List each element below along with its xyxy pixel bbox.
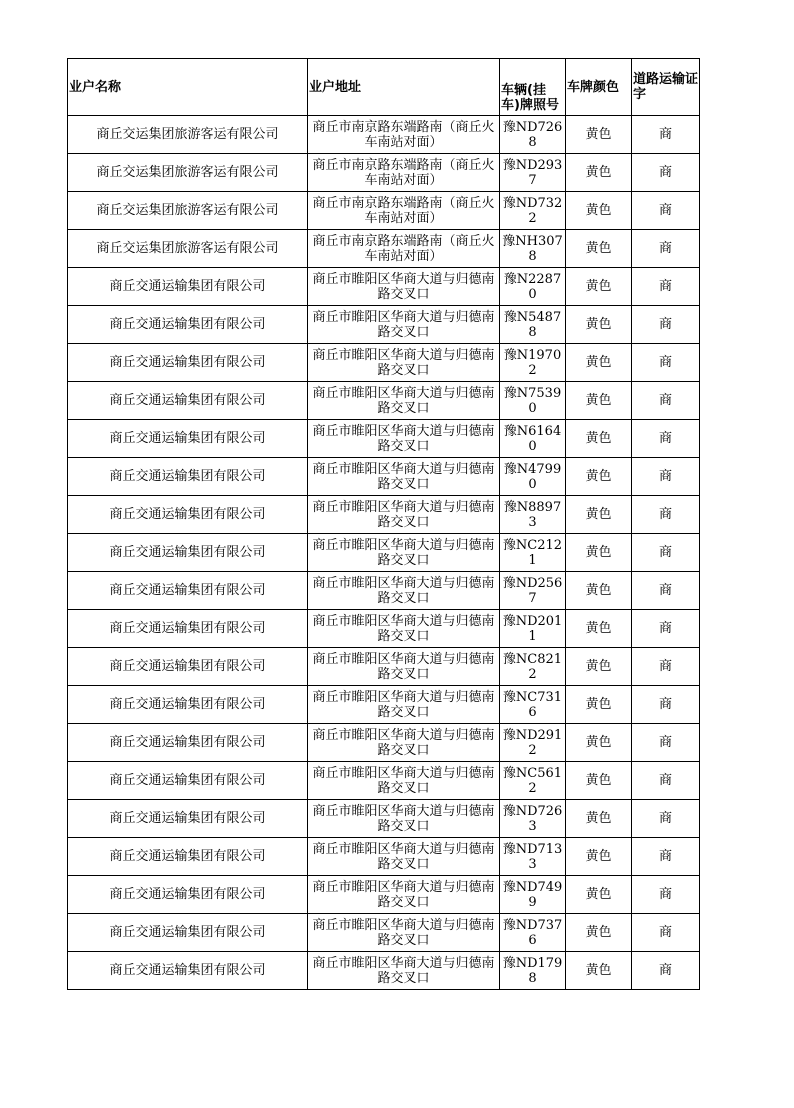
- cell-plate-color: 黄色: [566, 534, 632, 572]
- table-row: [68, 610, 700, 648]
- cell-plate-number: 豫NC5612: [500, 762, 566, 800]
- header-permit: 道路运输证字: [632, 59, 700, 116]
- cell-permit-prefix: 商: [632, 116, 700, 154]
- cell-address: 商丘市睢阳区华商大道与归德南路交叉口: [308, 952, 500, 990]
- cell-plate-number: 豫ND7263: [500, 800, 566, 838]
- cell-plate-number: 豫ND2011: [500, 610, 566, 648]
- cell-permit-prefix: 商: [632, 230, 700, 268]
- cell-permit-prefix: 商: [632, 306, 700, 344]
- table-row: [68, 686, 700, 724]
- cell-company-name: 商丘交通运输集团有限公司: [68, 534, 308, 572]
- table-body: [68, 116, 700, 990]
- cell-permit-prefix: 商: [632, 420, 700, 458]
- cell-company-name: 商丘交运集团旅游客运有限公司: [68, 230, 308, 268]
- header-address: 业户地址: [308, 59, 500, 116]
- cell-plate-number: 豫NC8212: [500, 648, 566, 686]
- cell-plate-number: 豫ND1798: [500, 952, 566, 990]
- cell-permit-prefix: 商: [632, 952, 700, 990]
- table-row: [68, 458, 700, 496]
- cell-permit-prefix: 商: [632, 610, 700, 648]
- cell-address: 商丘市睢阳区华商大道与归德南路交叉口: [308, 420, 500, 458]
- cell-plate-color: 黄色: [566, 306, 632, 344]
- table-row: [68, 724, 700, 762]
- cell-company-name: 商丘交通运输集团有限公司: [68, 914, 308, 952]
- cell-plate-number: 豫NC2121: [500, 534, 566, 572]
- cell-plate-number: 豫ND2937: [500, 154, 566, 192]
- cell-address: 商丘市睢阳区华商大道与归德南路交叉口: [308, 572, 500, 610]
- cell-plate-number: 豫ND7499: [500, 876, 566, 914]
- table-row: [68, 382, 700, 420]
- cell-permit-prefix: 商: [632, 192, 700, 230]
- cell-permit-prefix: 商: [632, 648, 700, 686]
- cell-company-name: 商丘交通运输集团有限公司: [68, 686, 308, 724]
- cell-plate-number: 豫ND2912: [500, 724, 566, 762]
- cell-permit-prefix: 商: [632, 800, 700, 838]
- cell-plate-number: 豫NC7316: [500, 686, 566, 724]
- cell-plate-number: 豫N22870: [500, 268, 566, 306]
- cell-permit-prefix: 商: [632, 382, 700, 420]
- cell-plate-color: 黄色: [566, 458, 632, 496]
- cell-company-name: 商丘交运集团旅游客运有限公司: [68, 192, 308, 230]
- cell-address: 商丘市睢阳区华商大道与归德南路交叉口: [308, 268, 500, 306]
- table-row: [68, 344, 700, 382]
- table-row: [68, 914, 700, 952]
- cell-address: 商丘市睢阳区华商大道与归德南路交叉口: [308, 724, 500, 762]
- cell-plate-color: 黄色: [566, 420, 632, 458]
- cell-company-name: 商丘交通运输集团有限公司: [68, 344, 308, 382]
- cell-address: 商丘市南京路东端路南（商丘火车南站对面）: [308, 154, 500, 192]
- cell-plate-color: 黄色: [566, 838, 632, 876]
- cell-plate-number: 豫N19702: [500, 344, 566, 382]
- table-row: [68, 952, 700, 990]
- cell-company-name: 商丘交通运输集团有限公司: [68, 800, 308, 838]
- header-row: [68, 59, 700, 116]
- cell-company-name: 商丘交通运输集团有限公司: [68, 420, 308, 458]
- table-row: [68, 154, 700, 192]
- cell-permit-prefix: 商: [632, 762, 700, 800]
- cell-permit-prefix: 商: [632, 724, 700, 762]
- table-row: [68, 838, 700, 876]
- cell-company-name: 商丘交通运输集团有限公司: [68, 268, 308, 306]
- cell-address: 商丘市睢阳区华商大道与归德南路交叉口: [308, 382, 500, 420]
- table-row: [68, 230, 700, 268]
- cell-plate-number: 豫NH3078: [500, 230, 566, 268]
- cell-plate-color: 黄色: [566, 686, 632, 724]
- cell-company-name: 商丘交通运输集团有限公司: [68, 952, 308, 990]
- cell-address: 商丘市睢阳区华商大道与归德南路交叉口: [308, 344, 500, 382]
- cell-permit-prefix: 商: [632, 154, 700, 192]
- cell-permit-prefix: 商: [632, 458, 700, 496]
- cell-plate-color: 黄色: [566, 192, 632, 230]
- cell-plate-color: 黄色: [566, 154, 632, 192]
- cell-address: 商丘市睢阳区华商大道与归德南路交叉口: [308, 610, 500, 648]
- cell-address: 商丘市睢阳区华商大道与归德南路交叉口: [308, 800, 500, 838]
- cell-plate-number: 豫ND7376: [500, 914, 566, 952]
- cell-plate-color: 黄色: [566, 496, 632, 534]
- cell-plate-color: 黄色: [566, 800, 632, 838]
- cell-company-name: 商丘交通运输集团有限公司: [68, 838, 308, 876]
- cell-plate-number: 豫ND7133: [500, 838, 566, 876]
- table-row: [68, 800, 700, 838]
- cell-company-name: 商丘交通运输集团有限公司: [68, 610, 308, 648]
- cell-permit-prefix: 商: [632, 914, 700, 952]
- cell-permit-prefix: 商: [632, 268, 700, 306]
- cell-plate-color: 黄色: [566, 724, 632, 762]
- cell-plate-color: 黄色: [566, 344, 632, 382]
- cell-plate-number: 豫N61640: [500, 420, 566, 458]
- cell-permit-prefix: 商: [632, 572, 700, 610]
- table-row: [68, 572, 700, 610]
- cell-address: 商丘市睢阳区华商大道与归德南路交叉口: [308, 762, 500, 800]
- table-row: [68, 192, 700, 230]
- cell-company-name: 商丘交通运输集团有限公司: [68, 572, 308, 610]
- cell-address: 商丘市睢阳区华商大道与归德南路交叉口: [308, 648, 500, 686]
- cell-company-name: 商丘交通运输集团有限公司: [68, 762, 308, 800]
- vehicle-table: [67, 58, 700, 990]
- cell-company-name: 商丘交通运输集团有限公司: [68, 496, 308, 534]
- table-row: [68, 648, 700, 686]
- table-row: [68, 876, 700, 914]
- cell-plate-number: 豫ND7322: [500, 192, 566, 230]
- cell-permit-prefix: 商: [632, 534, 700, 572]
- table-row: [68, 420, 700, 458]
- cell-address: 商丘市睢阳区华商大道与归德南路交叉口: [308, 686, 500, 724]
- cell-permit-prefix: 商: [632, 838, 700, 876]
- table-row: [68, 306, 700, 344]
- cell-address: 商丘市睢阳区华商大道与归德南路交叉口: [308, 306, 500, 344]
- table-row: [68, 496, 700, 534]
- cell-address: 商丘市睢阳区华商大道与归德南路交叉口: [308, 534, 500, 572]
- table-row: [68, 116, 700, 154]
- cell-plate-color: 黄色: [566, 116, 632, 154]
- cell-company-name: 商丘交运集团旅游客运有限公司: [68, 154, 308, 192]
- cell-plate-color: 黄色: [566, 382, 632, 420]
- cell-permit-prefix: 商: [632, 876, 700, 914]
- cell-plate-number: 豫N47990: [500, 458, 566, 496]
- cell-plate-color: 黄色: [566, 952, 632, 990]
- cell-plate-color: 黄色: [566, 230, 632, 268]
- cell-address: 商丘市睢阳区华商大道与归德南路交叉口: [308, 876, 500, 914]
- cell-company-name: 商丘交通运输集团有限公司: [68, 724, 308, 762]
- cell-address: 商丘市睢阳区华商大道与归德南路交叉口: [308, 838, 500, 876]
- cell-plate-color: 黄色: [566, 268, 632, 306]
- cell-address: 商丘市睢阳区华商大道与归德南路交叉口: [308, 496, 500, 534]
- cell-address: 商丘市南京路东端路南（商丘火车南站对面）: [308, 192, 500, 230]
- cell-plate-color: 黄色: [566, 610, 632, 648]
- table-row: [68, 762, 700, 800]
- cell-company-name: 商丘交通运输集团有限公司: [68, 382, 308, 420]
- header-name: 业户名称: [68, 59, 308, 116]
- cell-company-name: 商丘交通运输集团有限公司: [68, 458, 308, 496]
- cell-plate-number: 豫N88973: [500, 496, 566, 534]
- cell-plate-color: 黄色: [566, 876, 632, 914]
- cell-address: 商丘市南京路东端路南（商丘火车南站对面）: [308, 230, 500, 268]
- cell-plate-number: 豫ND2567: [500, 572, 566, 610]
- cell-plate-color: 黄色: [566, 914, 632, 952]
- cell-company-name: 商丘交运集团旅游客运有限公司: [68, 116, 308, 154]
- table-row: [68, 268, 700, 306]
- cell-permit-prefix: 商: [632, 496, 700, 534]
- cell-address: 商丘市睢阳区华商大道与归德南路交叉口: [308, 914, 500, 952]
- cell-plate-number: 豫N75390: [500, 382, 566, 420]
- cell-company-name: 商丘交通运输集团有限公司: [68, 876, 308, 914]
- cell-company-name: 商丘交通运输集团有限公司: [68, 306, 308, 344]
- cell-plate-color: 黄色: [566, 572, 632, 610]
- cell-address: 商丘市睢阳区华商大道与归德南路交叉口: [308, 458, 500, 496]
- cell-permit-prefix: 商: [632, 686, 700, 724]
- cell-address: 商丘市南京路东端路南（商丘火车南站对面）: [308, 116, 500, 154]
- cell-plate-color: 黄色: [566, 648, 632, 686]
- cell-plate-number: 豫ND7268: [500, 116, 566, 154]
- header-color: 车牌颜色: [566, 59, 632, 116]
- cell-permit-prefix: 商: [632, 344, 700, 382]
- cell-plate-color: 黄色: [566, 762, 632, 800]
- header-plate: 车辆(挂车)牌照号: [500, 59, 566, 116]
- cell-company-name: 商丘交通运输集团有限公司: [68, 648, 308, 686]
- cell-plate-number: 豫N54878: [500, 306, 566, 344]
- table-row: [68, 534, 700, 572]
